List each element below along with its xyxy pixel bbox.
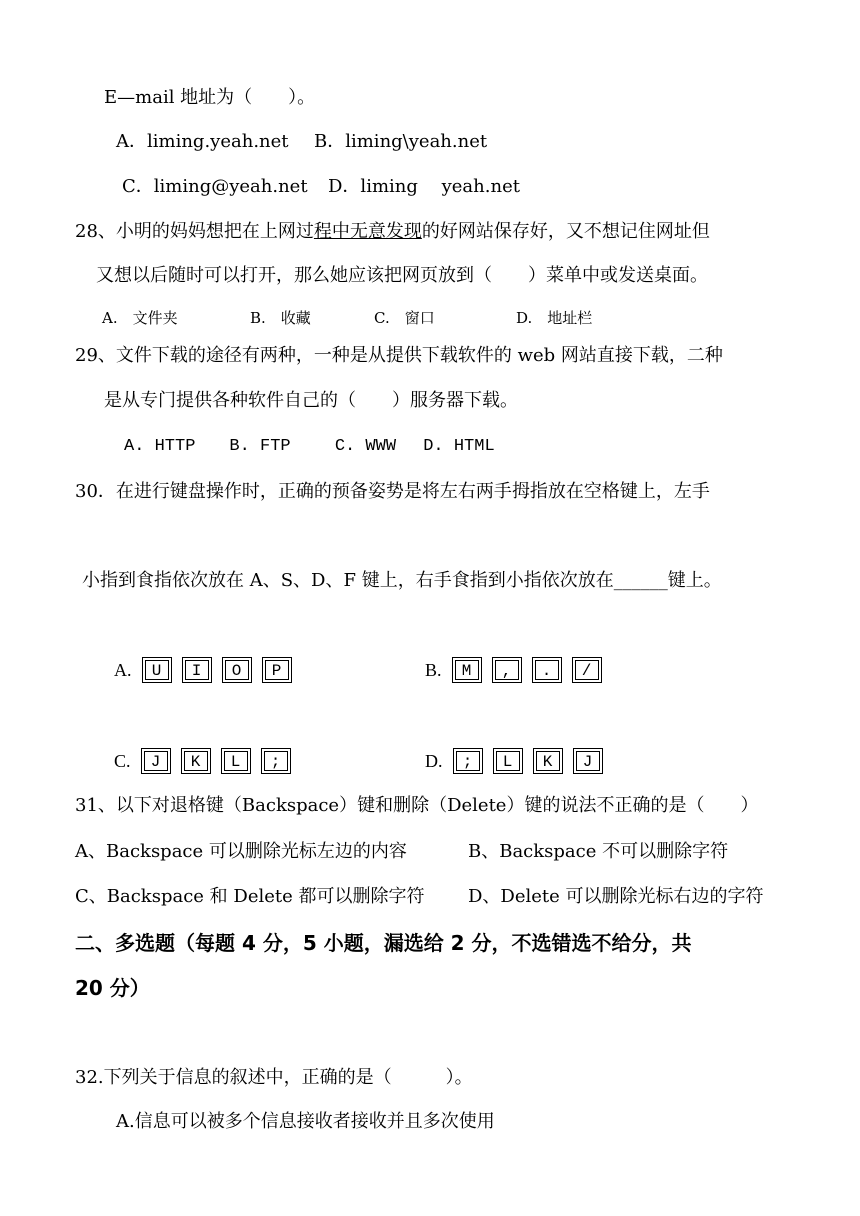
key-u: U: [142, 657, 172, 683]
key-l: L: [221, 748, 251, 774]
q32-stem: 32.下列关于信息的叙述中，正确的是（ ）。: [75, 1067, 473, 1088]
q30-option-c: [114, 748, 301, 774]
q28-underlined-text: 程中无意发现: [313, 221, 422, 242]
q27-option-b: B．liming\yeah.net: [314, 131, 488, 152]
key-k: K: [533, 748, 563, 774]
q31-option-b: B、Backspace 不可以删除字符: [468, 841, 729, 862]
q27-option-d: D．liming yeah.net: [328, 176, 520, 197]
q31-option-a: A、Backspace 可以删除光标左边的内容: [75, 841, 407, 862]
q28-option-b: B. 收藏: [250, 309, 311, 327]
q30-line2: 小指到食指依次放在 A、S、D、F 键上，右手食指到小指依次放在______键上。: [82, 570, 722, 591]
q31-stem: 31、以下对退格键（Backspace）键和删除（Delete）键的说法不正确的是（ ）: [75, 795, 759, 816]
section-heading-line1: 二、多选题（每题 4 分，5 小题，漏选给 2 分，不选错选不给分，共: [75, 931, 692, 955]
q29-options: A. HTTP B. FTP C. WWW D. HTML: [124, 437, 495, 456]
key-p: P: [262, 657, 292, 683]
q28-line1-post: 的好网站保存好，又不想记住网址但: [421, 221, 710, 242]
key-period: .: [532, 657, 562, 683]
key-j: J: [573, 748, 603, 774]
q29-line1: 29、文件下载的途径有两种，一种是从提供下载软件的 web 网站直接下载，二种: [75, 345, 723, 366]
q28-option-a: A. 文件夹: [102, 309, 178, 327]
q30-option-b-label: B.: [425, 659, 442, 680]
key-j: J: [141, 748, 171, 774]
q30-option-a: [114, 657, 302, 683]
q28-line2: 又想以后随时可以打开，那么她应该把网页放到（ ）菜单中或发送桌面。: [96, 265, 708, 286]
q30-option-a-label: A.: [114, 659, 132, 680]
q27-stem: E—mail 地址为（ ）。: [104, 87, 316, 108]
q29-line2: 是从专门提供各种软件自己的（ ）服务器下载。: [104, 390, 518, 411]
q30-option-d: [425, 748, 613, 774]
q31-option-c: C、Backspace 和 Delete 都可以删除字符: [75, 886, 425, 907]
key-m: M: [452, 657, 482, 683]
q30-option-d-label: D.: [425, 750, 443, 771]
q30-option-c-label: C.: [114, 750, 131, 771]
q32-option-a: A.信息可以被多个信息接收者接收并且多次使用: [116, 1111, 495, 1132]
q27-option-a: A．liming.yeah.net: [116, 131, 289, 152]
key-o: O: [222, 657, 252, 683]
key-slash: /: [572, 657, 602, 683]
q31-option-d: D、Delete 可以删除光标右边的字符: [468, 886, 764, 907]
key-semicolon: ;: [261, 748, 291, 774]
q28-line1-pre: 28、小明的妈妈想把在上网过: [75, 221, 314, 242]
q30-option-b: [425, 657, 612, 683]
q30-line1: 30．在进行键盘操作时，正确的预备姿势是将左右两手拇指放在空格键上，左手: [75, 481, 710, 502]
key-comma: ,: [492, 657, 522, 683]
q27-option-c: C．liming@yeah.net: [122, 176, 308, 197]
key-l: L: [493, 748, 523, 774]
q28-option-d: D. 地址栏: [516, 309, 593, 327]
q28-line1: [75, 220, 710, 244]
key-k: K: [181, 748, 211, 774]
key-semicolon: ;: [453, 748, 483, 774]
q28-option-c: C. 窗口: [374, 309, 435, 327]
section-heading-line2: 20 分）: [75, 976, 150, 1000]
key-i: I: [182, 657, 212, 683]
